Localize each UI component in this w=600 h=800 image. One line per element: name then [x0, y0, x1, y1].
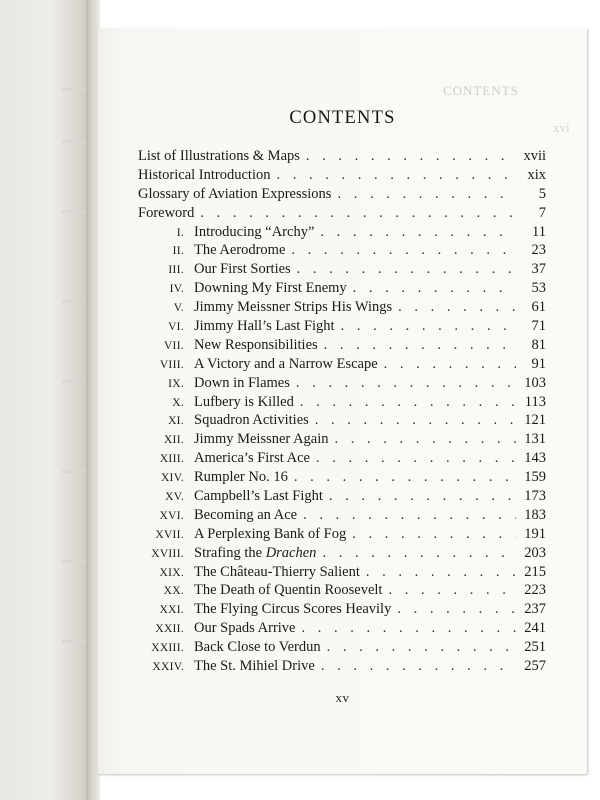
toc-chapter-entry [138, 564, 546, 583]
chapter-page: 143 [524, 450, 546, 467]
toc-chapter-entry [138, 375, 546, 394]
chapter-number: XVII. [155, 528, 184, 541]
chapter-page: 61 [531, 299, 546, 316]
toc-chapter-entry [138, 545, 546, 564]
chapter-title [194, 545, 316, 562]
dot-leader [296, 375, 516, 392]
chapter-number: II. [172, 245, 184, 258]
facing-page-text-shadow [62, 140, 86, 143]
facing-page-text-shadow [62, 470, 86, 473]
dot-leader [300, 394, 516, 411]
chapter-number: XV. [165, 491, 184, 504]
toc-chapter-entry [138, 261, 546, 280]
toc-chapter-entry [138, 639, 546, 658]
dot-leader [306, 148, 516, 165]
chapter-page: 257 [524, 658, 546, 675]
dot-leader [316, 450, 516, 467]
toc-chapter-entry [138, 582, 546, 601]
toc-chapter-entry [138, 469, 546, 488]
chapter-number: X. [172, 396, 184, 409]
toc-chapter-entry [138, 318, 546, 337]
page-number: xv [335, 690, 350, 705]
chapter-title: Lufbery is Killed [194, 393, 294, 410]
toc-chapter-entry [138, 299, 546, 318]
toc-entry-page: 7 [538, 204, 546, 221]
chapter-page: 241 [524, 620, 546, 637]
dot-leader [276, 167, 516, 184]
chapter-number: XXIII. [151, 642, 184, 655]
toc-chapter-entry [138, 394, 546, 413]
chapter-title: The Aerodrome [194, 242, 286, 259]
chapter-page: 203 [524, 544, 546, 561]
bleed-through-page-number: xvi [553, 120, 570, 135]
toc-entry-title: List of Illustrations & Maps [138, 148, 300, 164]
chapter-title: A Victory and a Narrow Escape [194, 355, 378, 372]
chapter-page: 121 [524, 412, 546, 429]
dot-leader [352, 526, 516, 543]
chapter-title: Jimmy Meissner Strips His Wings [194, 299, 393, 316]
facing-page-text-shadow [62, 640, 86, 643]
chapter-page: 81 [531, 336, 546, 353]
chapter-number: IV. [169, 283, 184, 296]
toc-chapter-entry [138, 356, 546, 375]
chapter-page: 159 [524, 469, 546, 486]
toc-chapter-entry [138, 526, 546, 545]
toc-chapter-entry [138, 488, 546, 507]
chapter-page: 173 [524, 488, 546, 505]
facing-page-text-shadow [62, 300, 86, 303]
toc-entry-front-matter [138, 167, 546, 186]
chapter-number: IX. [168, 377, 184, 390]
dot-leader [398, 299, 516, 316]
chapter-page: 183 [524, 506, 546, 523]
dot-leader [294, 469, 516, 486]
dot-leader [297, 261, 516, 278]
toc-entry-page: xvii [523, 148, 546, 164]
chapter-number: VIII. [159, 358, 184, 371]
chapter-page: 215 [524, 563, 546, 580]
page-title: CONTENTS [289, 108, 396, 128]
bleed-through-header: CONTENTS [443, 83, 519, 98]
dot-leader [302, 620, 517, 637]
toc-entry-front-matter [138, 148, 546, 167]
chapter-title: New Responsibilities [194, 336, 318, 353]
toc-chapter-entry [138, 431, 546, 450]
chapter-page: 113 [524, 393, 546, 410]
chapter-page: 223 [524, 582, 546, 599]
chapter-number: XXIV. [152, 661, 184, 674]
dot-leader [315, 412, 516, 429]
chapter-number: I. [176, 226, 184, 239]
dot-leader [366, 564, 516, 581]
dot-leader [388, 582, 516, 599]
chapter-title: The Flying Circus Scores Heavily [194, 601, 392, 618]
toc-chapter-entry [138, 450, 546, 469]
chapter-number: XI. [168, 415, 184, 428]
toc-entry-page: 5 [538, 185, 546, 202]
chapter-page: 91 [531, 355, 546, 372]
dot-leader [322, 545, 516, 562]
chapter-number: XXII. [155, 623, 184, 636]
contents-page [98, 28, 587, 774]
chapter-number: XIX. [159, 566, 184, 579]
toc-chapter-entry [138, 280, 546, 299]
toc-entry-front-matter [138, 186, 546, 205]
chapter-title: The St. Mihiel Drive [194, 658, 315, 675]
chapter-title: Rumpler No. 16 [194, 469, 288, 486]
chapter-number: VII. [163, 339, 184, 352]
dot-leader [335, 431, 516, 448]
toc-chapter-entry [138, 412, 546, 431]
toc-entry-page: xix [527, 166, 546, 183]
chapter-number: XX. [163, 585, 184, 598]
dot-leader [324, 337, 516, 354]
chapter-title: Our First Sorties [194, 261, 291, 278]
dot-leader [303, 507, 516, 524]
chapter-page: 237 [524, 601, 546, 618]
chapter-page: 53 [531, 280, 546, 297]
dot-leader [320, 224, 516, 241]
toc-chapter-entry [138, 658, 546, 677]
chapter-page: 11 [532, 223, 546, 240]
toc-entry-title: Historical Introduction [138, 166, 271, 183]
chapter-page: 131 [524, 431, 546, 448]
chapter-title-text: Strafing the [194, 544, 266, 561]
chapter-title: Squadron Activities [194, 412, 309, 429]
facing-page-text-shadow [62, 380, 86, 383]
facing-page-text-shadow [62, 560, 86, 563]
chapter-page: 191 [524, 525, 546, 542]
chapter-number: XIV. [160, 472, 184, 485]
toc-entry-title: Glossary of Aviation Expressions [138, 185, 332, 202]
table-of-contents [138, 148, 546, 677]
chapter-page: 37 [531, 261, 546, 278]
dot-leader [200, 205, 516, 222]
chapter-title: Jimmy Meissner Again [194, 431, 329, 448]
chapter-title: Back Close to Verdun [194, 639, 321, 656]
chapter-number: III. [168, 264, 184, 277]
facing-page-text-shadow [62, 210, 86, 213]
dot-leader [397, 601, 516, 618]
toc-entry-title: Foreword [138, 204, 195, 221]
dot-leader [384, 356, 516, 373]
facing-page [0, 0, 92, 800]
chapter-number: VI. [168, 321, 184, 334]
chapter-title: Downing My First Enemy [194, 280, 347, 297]
chapter-title: The Château-Thierry Salient [194, 563, 360, 580]
chapter-number: XVIII. [151, 547, 184, 560]
toc-chapter-entry [138, 337, 546, 356]
toc-chapter-entry [138, 242, 546, 261]
chapter-title: Becoming an Ace [194, 506, 298, 523]
chapter-page: 23 [531, 242, 546, 259]
toc-chapter-entry [138, 620, 546, 639]
chapter-number: V. [173, 302, 184, 315]
chapter-title: America’s First Ace [194, 450, 310, 467]
chapter-page: 251 [524, 639, 546, 656]
toc-chapter-entry [138, 507, 546, 526]
chapter-title: The Death of Quentin Roosevelt [194, 582, 383, 599]
facing-page-text-shadow [62, 88, 86, 91]
chapter-title: Campbell’s Last Fight [194, 488, 323, 505]
chapter-page: 71 [531, 318, 546, 335]
chapter-title: A Perplexing Bank of Fog [194, 525, 347, 542]
dot-leader [329, 488, 516, 505]
chapter-number: XII. [163, 434, 184, 447]
chapter-number: XIII. [159, 453, 184, 466]
toc-entry-front-matter [138, 205, 546, 224]
dot-leader [341, 318, 516, 335]
chapter-number: XVI. [159, 509, 184, 522]
dot-leader [327, 639, 516, 656]
dot-leader [291, 242, 516, 259]
dot-leader [353, 280, 516, 297]
chapter-title-italic: Drachen [265, 544, 317, 561]
chapter-page: 103 [524, 374, 546, 391]
chapter-title: Our Spads Arrive [194, 620, 296, 637]
chapter-title: Introducing “Archy” [194, 223, 315, 240]
chapter-title: Down in Flames [194, 374, 290, 391]
dot-leader [337, 186, 516, 203]
chapter-title: Jimmy Hall’s Last Fight [194, 318, 335, 335]
dot-leader [321, 658, 516, 675]
toc-chapter-entry [138, 601, 546, 620]
toc-chapter-entry [138, 224, 546, 243]
chapter-number: XXI. [159, 604, 184, 617]
